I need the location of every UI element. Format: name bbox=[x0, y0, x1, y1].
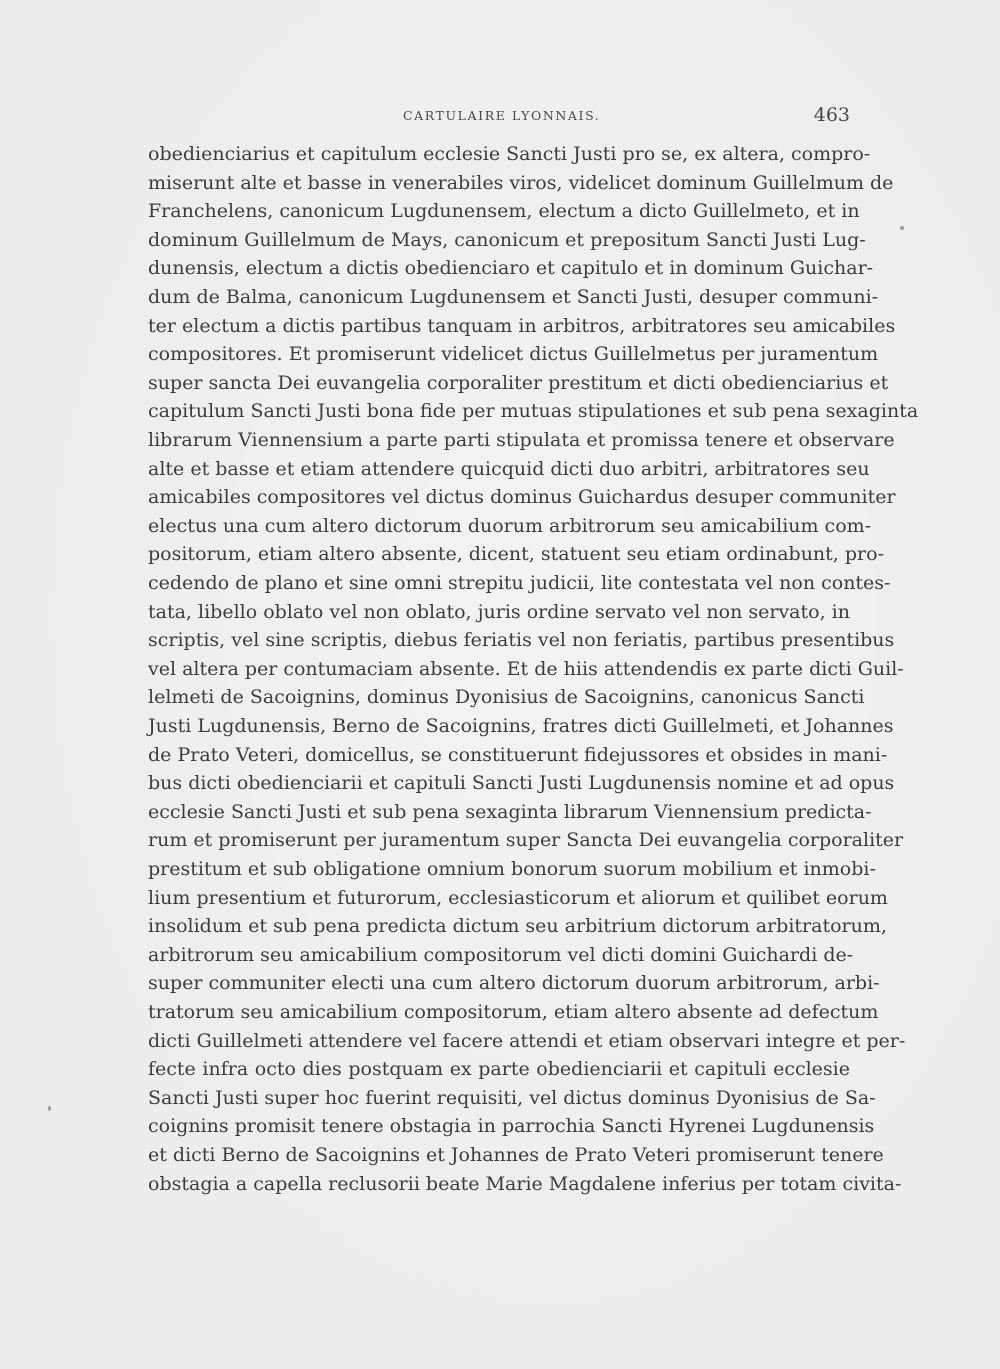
running-title: CARTULAIRE LYONNAIS. bbox=[403, 108, 601, 123]
text-line: positorum, etiam altero absente, dicent, statuent seu etiam ordinabunt, pro- bbox=[148, 543, 884, 566]
text-line: Franchelens, canonicum Lugdunensem, electum a dicto Guillelmeto, et in bbox=[148, 200, 860, 223]
text-line: tratorum seu amicabilium compositorum, etiam altero absente ad defectum bbox=[148, 1001, 879, 1023]
text-line: super communiter electi una cum altero dictorum duorum arbitrorum, arbi- bbox=[148, 972, 880, 995]
text-line: et dicti Berno de Sacoignins et Johannes de Prato Veteri promiserunt tenere bbox=[148, 1144, 884, 1166]
text-line: amicabiles compositores vel dictus dominus Guichardus desuper communiter bbox=[148, 486, 896, 509]
text-line: prestitum et sub obligatione omnium bonorum suorum mobilium et inmobi- bbox=[148, 858, 876, 880]
page-number: 463 bbox=[813, 104, 850, 126]
paper-speck bbox=[900, 226, 904, 230]
text-line: obstagia a capella reclusorii beate Marie Magdalene inferius per totam civita- bbox=[148, 1172, 902, 1195]
paper-speck bbox=[48, 1106, 51, 1111]
text-line: dominum Guillelmum de Mays, canonicum et prepositum Sancti Justi Lug- bbox=[148, 228, 866, 251]
text-line: fecte infra octo dies postquam ex parte obedienciarii et capituli ecclesie bbox=[148, 1058, 850, 1081]
text-line: vel altera per contumaciam absente. Et de hiis attendendis ex parte dicti Guil- bbox=[148, 657, 904, 680]
text-line: arbitrorum seu amicabilium compositorum vel dicti domini Guichardi de- bbox=[148, 943, 854, 966]
text-line: de Prato Veteri, domicellus, se constituerunt fidejussores et obsides in mani- bbox=[148, 743, 888, 766]
text-line: ter electum a dictis partibus tanquam in arbitros, arbitratores seu amicabiles bbox=[148, 314, 896, 337]
text-line: librarum Viennensium a parte parti stipulata et promissa tenere et observare bbox=[148, 429, 895, 451]
text-line: miserunt alte et basse in venerabiles viros, videlicet dominum Guillelmum de bbox=[148, 171, 894, 194]
text-line: dunensis, electum a dictis obedienciaro et capitulo et in dominum Guichar- bbox=[148, 257, 874, 280]
text-line: tata, libello oblato vel non oblato, juris ordine servato vel non servato, in bbox=[148, 600, 850, 623]
text-line: lelmeti de Sacoignins, dominus Dyonisius de Sacoignins, canonicus Sancti bbox=[148, 686, 865, 709]
text-line: alte et basse et etiam attendere quicquid dicti duo arbitri, arbitratores seu bbox=[148, 457, 870, 480]
text-line: scriptis, vel sine scriptis, diebus feriatis vel non feriatis, partibus presentibus bbox=[148, 629, 895, 652]
running-head bbox=[148, 104, 848, 130]
text-line: capitulum Sancti Justi bona fide per mutuas stipulationes et sub pena sexaginta bbox=[148, 400, 919, 423]
text-line: obedienciarius et capitulum ecclesie Sancti Justi pro se, ex altera, compro- bbox=[148, 143, 871, 165]
text-line: dum de Balma, canonicum Lugdunensem et Sancti Justi, desuper communi- bbox=[148, 286, 879, 308]
text-line: electus una cum altero dictorum duorum arbitrorum seu amicabilium com- bbox=[148, 514, 872, 537]
text-line: dicti Guillelmeti attendere vel facere attendi et etiam observari integre et per- bbox=[148, 1029, 906, 1052]
text-line: Justi Lugdunensis, Berno de Sacoignins, fratres dicti Guillelmeti, et Johannes bbox=[148, 715, 894, 737]
text-line: Sancti Justi super hoc fuerint requisiti, vel dictus dominus Dyonisius de Sa- bbox=[148, 1086, 876, 1109]
text-line: insolidum et sub pena predicta dictum seu arbitrium dictorum arbitratorum, bbox=[148, 915, 887, 938]
text-line: rum et promiserunt per juramentum super Sancta Dei euvangelia corporaliter bbox=[148, 829, 904, 852]
text-line: coignins promisit tenere obstagia in parrochia Sancti Hyrenei Lugdunensis bbox=[148, 1115, 875, 1138]
text-line: ecclesie Sancti Justi et sub pena sexaginta librarum Viennensium predicta- bbox=[148, 800, 872, 823]
text-line: bus dicti obedienciarii et capituli Sancti Justi Lugdunensis nomine et ad opus bbox=[148, 772, 895, 795]
text-line: compositores. Et promiserunt videlicet dictus Guillelmetus per juramentum bbox=[148, 343, 879, 366]
text-line: lium presentium et futurorum, ecclesiasticorum et aliorum et quilibet eorum bbox=[148, 886, 888, 909]
text-line: cedendo de plano et sine omni strepitu judicii, lite contestata vel non contes- bbox=[148, 572, 891, 594]
text-line: super sancta Dei euvangelia corporaliter prestitum et dicti obedienciarius et bbox=[148, 371, 889, 394]
body-text bbox=[148, 140, 919, 1200]
